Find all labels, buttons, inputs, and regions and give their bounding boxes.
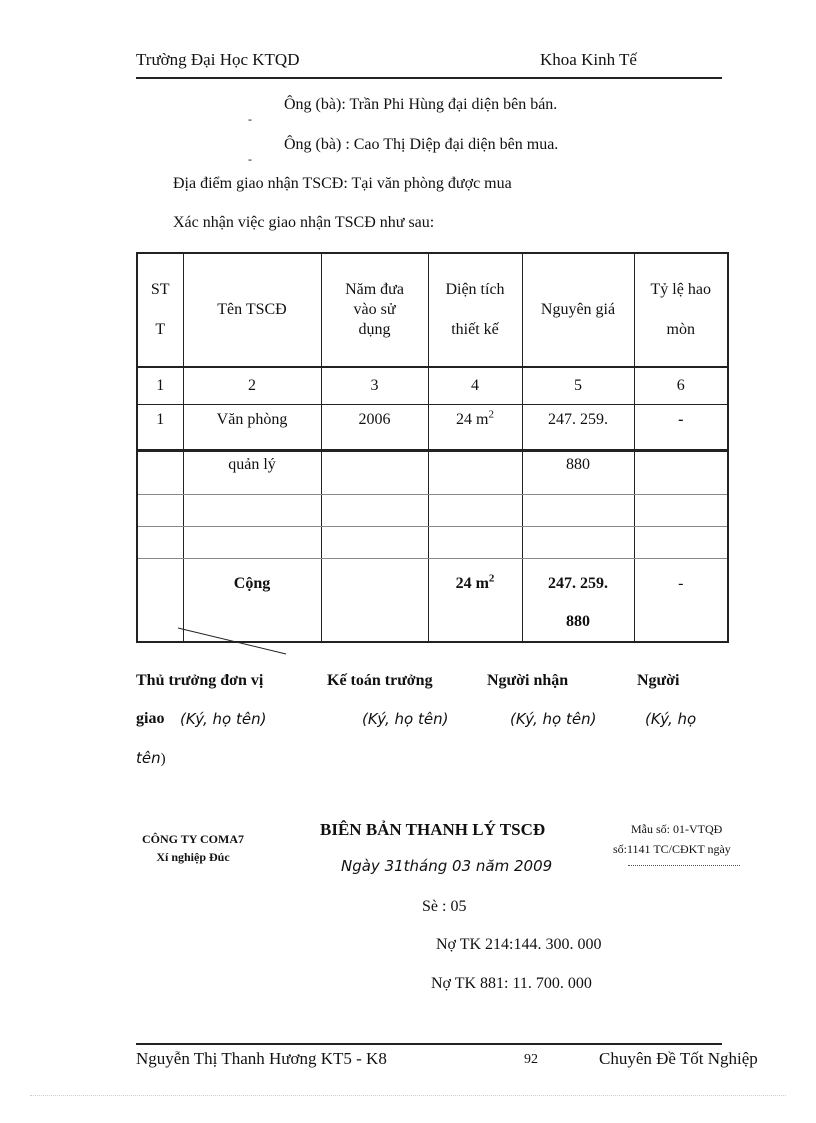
sig-accountant: Kế toán trưởng (327, 672, 433, 689)
footer-rule (136, 1043, 722, 1045)
sig-receiver: Người nhận (487, 672, 569, 689)
doc-title: BIÊN BẢN THANH LÝ TSCĐ (320, 820, 546, 839)
sig-head: Thủ trưởng đơn vị (136, 672, 264, 689)
form-decision: số:1141 TC/CĐKT ngày (613, 842, 731, 856)
page-bottom-divider (30, 1095, 786, 1096)
sig-note-4: (Ký, họ (645, 710, 697, 728)
footer-page-number: 92 (524, 1052, 538, 1067)
colnum-cell: 3 (321, 367, 428, 405)
header-faculty: Khoa Kinh Tế (540, 50, 637, 69)
company-name: CÔNG TY COMA7 (142, 832, 244, 846)
header-cost: Nguyên giá (522, 253, 634, 367)
header-area: Diện tích thiết kế (428, 253, 522, 367)
sig-note-3: (Ký, họ tên) (510, 710, 597, 728)
location-line: Địa điểm giao nhận TSCĐ: Tại văn phòng được mua (173, 175, 512, 192)
header-school: Trường Đại Học KTQD (136, 50, 300, 69)
total-dep: - (634, 559, 728, 643)
form-number: Mẫu số: 01-VTQĐ (631, 822, 723, 836)
header-year: Năm đưa vào sử dụng (321, 253, 428, 367)
sig-note-end: tên) (136, 749, 166, 767)
cell-name: Văn phòng (183, 405, 321, 451)
colnum-cell: 4 (428, 367, 522, 405)
table-row-empty (137, 527, 728, 559)
footer-author: Nguyễn Thị Thanh Hương KT5 - K8 (136, 1049, 387, 1068)
debit-line-2: Nợ TK 881: 11. 700. 000 (431, 975, 592, 992)
colnum-cell: 5 (522, 367, 634, 405)
cell-name-cont: quản lý (183, 451, 321, 495)
table-row (137, 405, 728, 451)
asset-table (136, 252, 729, 643)
header-dep: Tỷ lệ hao mòn (634, 253, 728, 367)
cell-area: 24 $m^2$ (428, 405, 522, 451)
debit-line-1: Nợ TK 214:144. 300. 000 (436, 936, 602, 953)
cell-cost: 247. 259. (522, 405, 634, 451)
seller-line: Ông (bà): Trần Phi Hùng đại diện bên bán. (284, 96, 558, 113)
cell-cost-cont: 880 (522, 451, 634, 495)
confirm-line: Xác nhận việc giao nhận TSCĐ như sau: (173, 214, 435, 231)
colnum-cell: 1 (137, 367, 183, 405)
form-cut-text (628, 861, 740, 867)
stray-line (176, 624, 288, 658)
table-colnum-row (137, 367, 728, 405)
colnum-cell: 6 (634, 367, 728, 405)
table-row-empty (137, 495, 728, 527)
doc-number: Sè : 05 (422, 898, 467, 915)
buyer-line: Ông (bà) : Cao Thị Diệp đại diện bên mua. (284, 136, 559, 153)
doc-date: Ngày 31tháng 03 năm 2009 (341, 857, 553, 875)
cell-stt: 1 (137, 405, 183, 451)
header-rule (136, 77, 722, 79)
footer-subject: Chuyên Đề Tốt Nghiệp (599, 1049, 758, 1068)
sig-note-1: (Ký, họ tên) (180, 710, 267, 728)
cell-dep: - (634, 405, 728, 451)
total-area: 24 $m^2$ (428, 559, 522, 643)
header-stt: ST T (137, 253, 183, 367)
colnum-cell: 2 (183, 367, 321, 405)
company-unit: Xí nghiệp Đúc (156, 850, 230, 864)
seller-bullet: - (248, 112, 252, 126)
sig-deliverer: Người (637, 672, 680, 689)
buyer-bullet: - (248, 152, 252, 166)
header-name: Tên TSCĐ (183, 253, 321, 367)
sig-note-2: (Ký, họ tên) (362, 710, 449, 728)
sig-deliverer-cont: giao (136, 710, 165, 727)
table-row (137, 451, 728, 495)
total-cost: 247. 259. 880 (522, 559, 634, 643)
cell-year: 2006 (321, 405, 428, 451)
total-label: Cộng (183, 559, 321, 643)
table-header-row (137, 253, 728, 367)
